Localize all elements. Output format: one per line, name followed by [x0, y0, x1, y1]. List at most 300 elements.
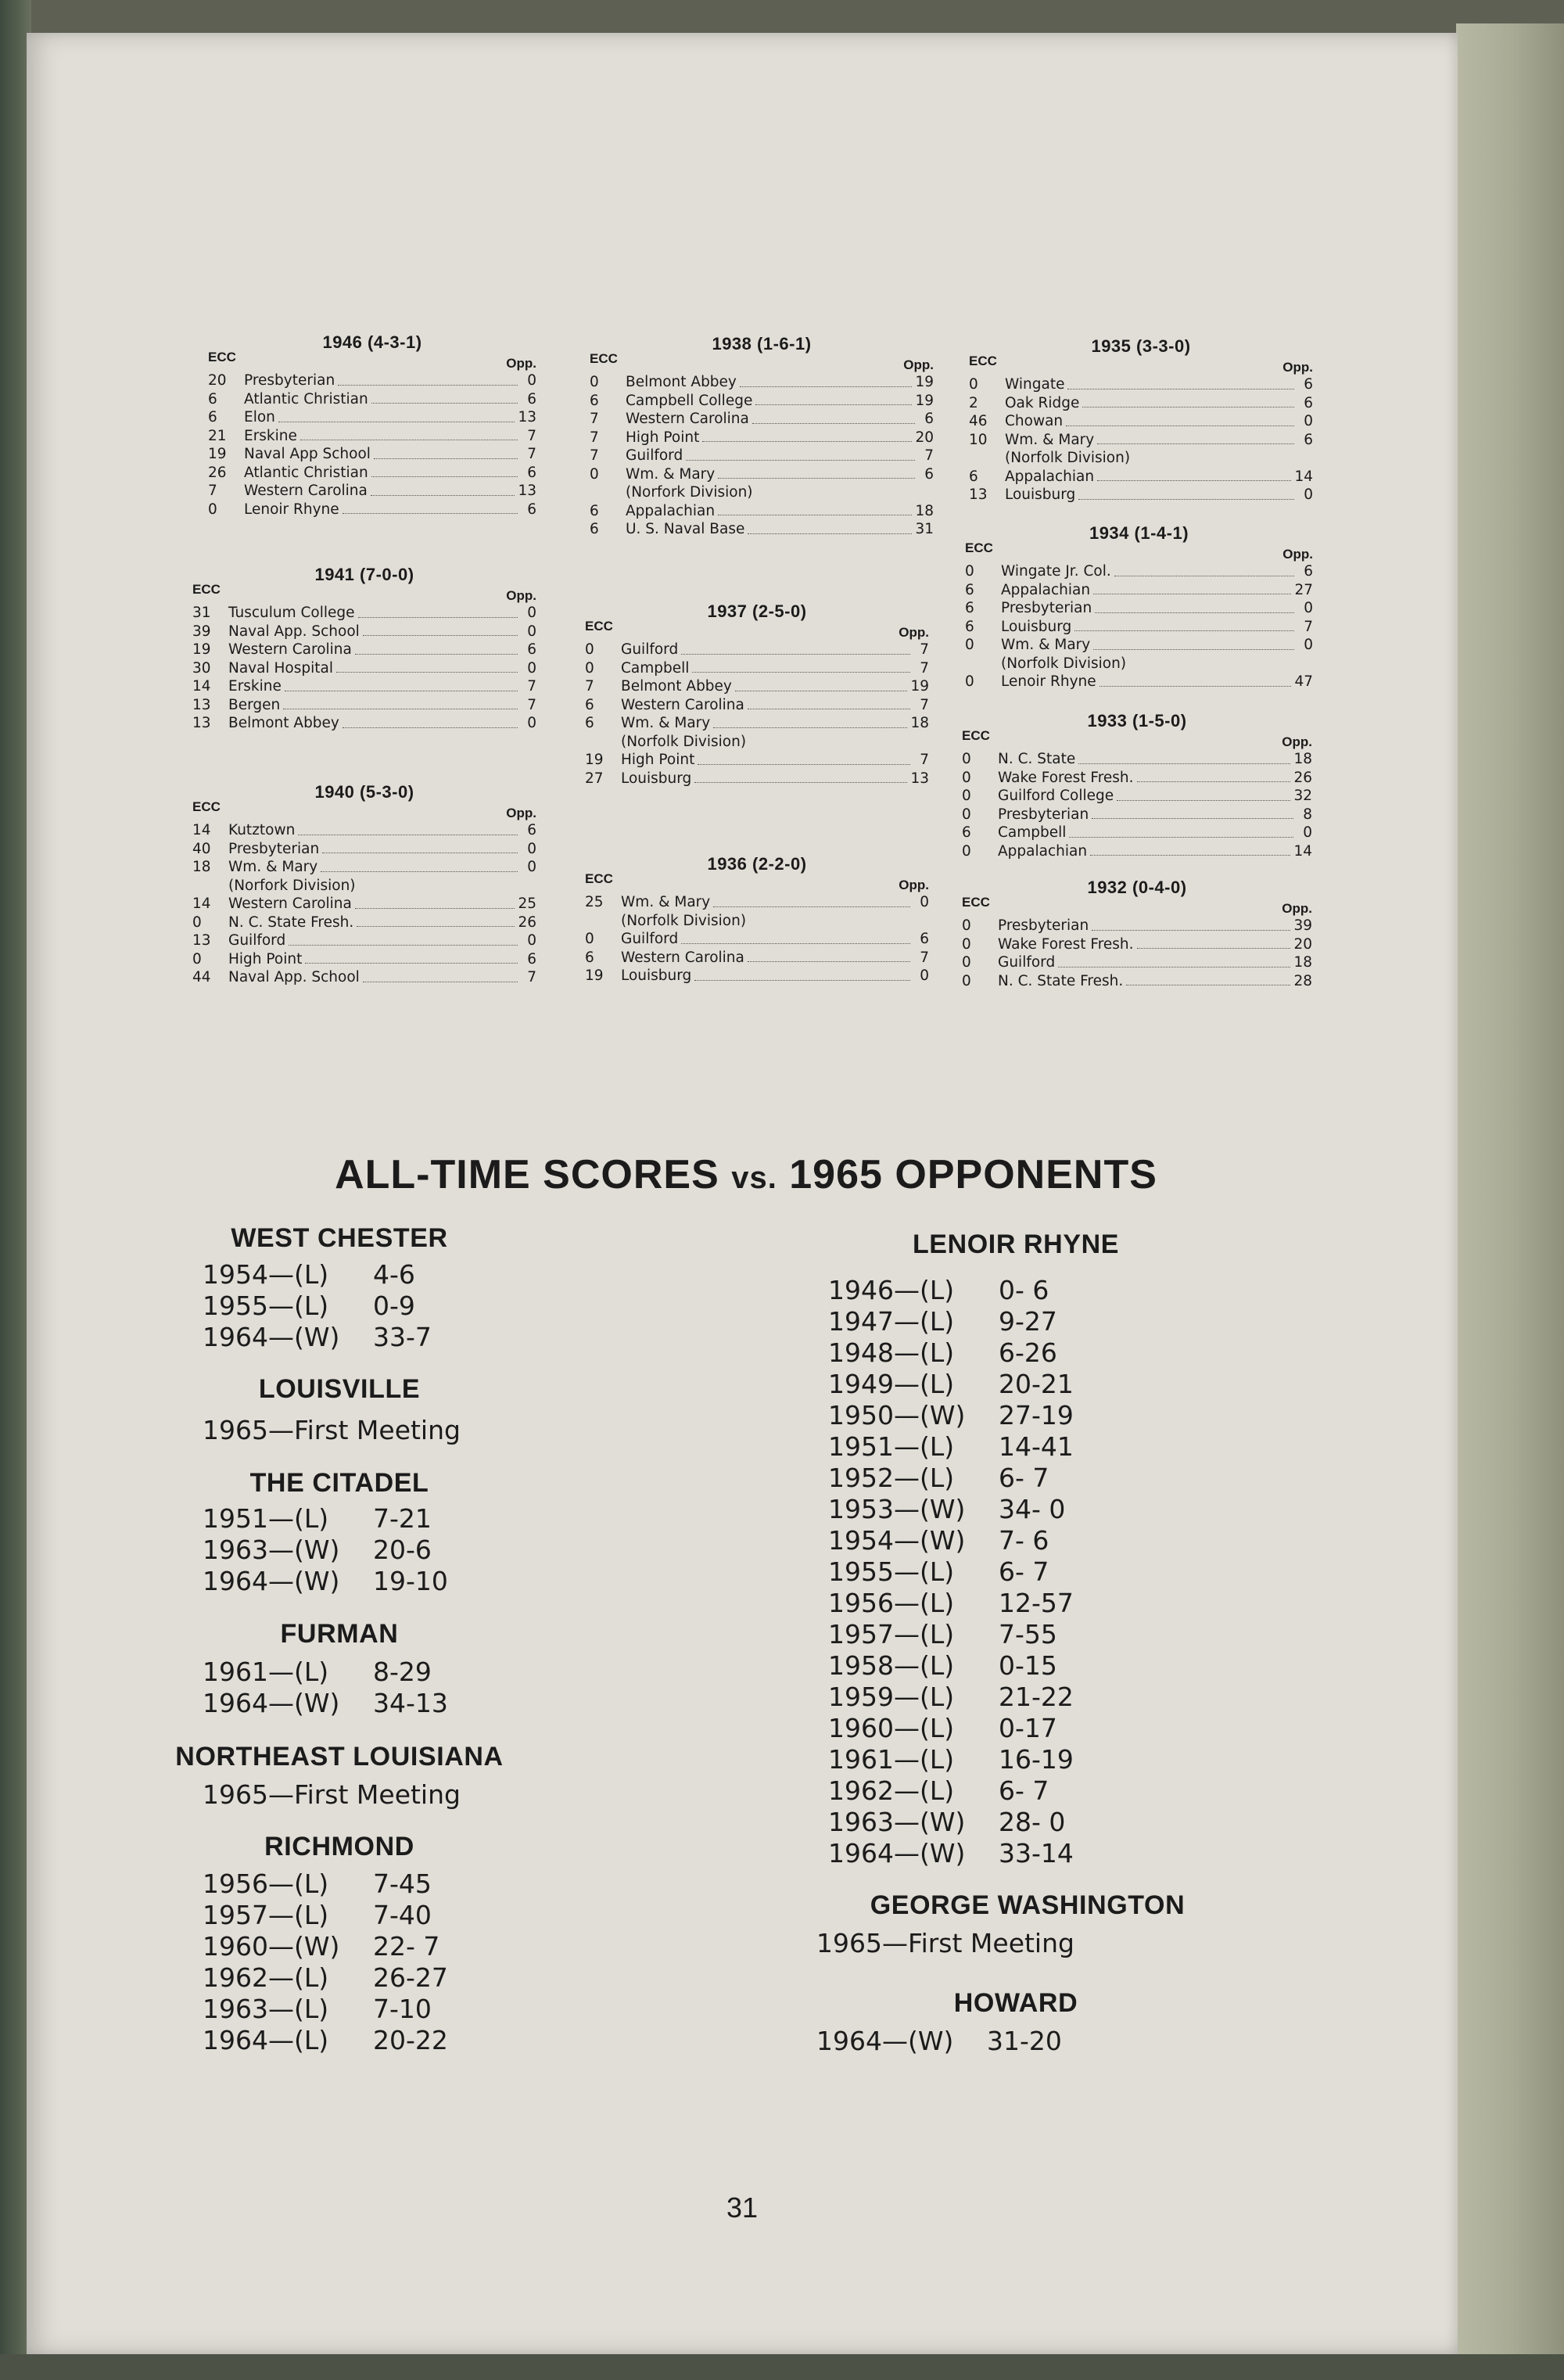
ecc-header: ECC — [962, 895, 990, 910]
opponent-name: N. C. State — [998, 751, 1076, 767]
opponent-score: 13 — [910, 770, 929, 787]
title-rest: 1965 OPPONENTS — [777, 1152, 1157, 1197]
game-row — [962, 806, 1312, 824]
opponent-name: Naval App. School — [228, 969, 360, 985]
game-row — [585, 714, 929, 733]
result-line — [828, 1838, 1074, 1869]
ecc-score: 0 — [192, 914, 202, 931]
ecc-score: 0 — [962, 917, 971, 934]
ecc-score: 25 — [585, 894, 604, 910]
result-year: 1963—(L) — [203, 1994, 329, 2024]
ecc-score: 0 — [965, 673, 974, 690]
result-score: 7-55 — [999, 1619, 1057, 1649]
opponent-name: Lenoir Rhyne — [244, 501, 339, 518]
opponent-score: 7 — [924, 447, 934, 464]
result-line — [828, 1337, 1057, 1369]
game-row — [969, 486, 1313, 504]
season-box — [192, 782, 536, 995]
ecc-score: 6 — [208, 390, 217, 407]
season-title: 1933 (1-5-0) — [1087, 711, 1187, 731]
game-row — [969, 412, 1313, 431]
result-score: 6-26 — [999, 1337, 1057, 1368]
opponent-name: Campbell — [621, 659, 690, 677]
ecc-score: 6 — [969, 468, 978, 485]
result-score: 20-6 — [373, 1535, 432, 1565]
opponent-score: 6 — [924, 411, 934, 427]
result-line — [203, 1535, 432, 1566]
dot-leader — [1078, 498, 1294, 500]
opponent-name: Western Carolina — [228, 641, 352, 658]
dot-leader — [755, 404, 912, 405]
opponent-name: Chowan — [1005, 413, 1064, 429]
opponent-name: Guilford — [998, 954, 1056, 971]
dot-leader — [692, 671, 910, 673]
dot-leader — [1066, 425, 1294, 426]
opponent-score: 7 — [527, 696, 536, 713]
season-games — [208, 372, 536, 519]
ecc-score: 39 — [192, 623, 211, 640]
game-row — [962, 787, 1312, 806]
dot-leader — [1097, 479, 1291, 481]
opponent-score: 26 — [1293, 769, 1312, 786]
dot-leader — [694, 979, 910, 981]
opponent-name: Wingate Jr. Col. — [1001, 563, 1111, 580]
opponent-score: 0 — [1304, 413, 1313, 429]
opponent-score: 20 — [915, 429, 934, 446]
opponent-score: 8 — [1303, 806, 1312, 823]
opponent-score: 6 — [1304, 431, 1313, 448]
ecc-score: 7 — [590, 429, 599, 446]
dot-leader — [1074, 630, 1294, 631]
game-row — [192, 950, 536, 969]
dot-leader — [338, 384, 518, 386]
result-score: 22- 7 — [373, 1931, 440, 1962]
opponent-name: Elon — [244, 409, 275, 425]
result-line — [203, 1994, 432, 2025]
result-year: 1949—(L) — [828, 1369, 955, 1399]
result-year: 1950—(W) — [828, 1400, 966, 1431]
result-line — [828, 1306, 1057, 1337]
opp-header: Opp. — [899, 878, 929, 892]
opponent-name: (Norfolk Division) — [621, 912, 747, 929]
opponent-score: 7 — [920, 641, 929, 658]
result-line — [203, 1900, 432, 1931]
ecc-score: 14 — [192, 822, 211, 838]
result-score: 7-21 — [373, 1503, 432, 1534]
game-row — [965, 655, 1313, 673]
result-year: 1961—(L) — [203, 1657, 329, 1687]
opponent-score: 19 — [910, 678, 929, 695]
result-line — [828, 1463, 1049, 1494]
title-main: ALL-TIME SCORES — [335, 1152, 732, 1197]
game-row — [585, 751, 929, 770]
result-score: 20-22 — [373, 2025, 448, 2055]
result-score: 26-27 — [373, 1962, 448, 1993]
dot-leader — [1058, 966, 1290, 967]
team-name: WEST CHESTER — [231, 1223, 448, 1253]
opponent-score: 0 — [527, 372, 536, 389]
season-title: 1932 (0-4-0) — [1087, 878, 1187, 897]
opp-header: Opp. — [1282, 734, 1312, 749]
ecc-score: 0 — [585, 641, 594, 658]
opponent-name: (Norfolk Division) — [1001, 655, 1127, 672]
dot-leader — [694, 781, 907, 783]
dot-leader — [357, 925, 515, 927]
opponent-score: 7 — [1304, 618, 1313, 635]
opponent-score: 18 — [910, 715, 929, 731]
ecc-score: 0 — [192, 950, 202, 967]
result-score: 19-10 — [373, 1566, 448, 1596]
opponent-name: Bergen — [228, 696, 281, 713]
team-name: LENOIR RHYNE — [912, 1229, 1120, 1259]
season-box — [969, 336, 1313, 512]
result-score: 4-6 — [373, 1259, 415, 1290]
game-row — [585, 893, 929, 912]
game-row — [590, 392, 934, 411]
result-year: 1965—First Meeting — [203, 1415, 461, 1445]
result-year: 1954—(L) — [203, 1259, 329, 1290]
dot-leader — [686, 459, 915, 461]
dot-leader — [718, 514, 912, 515]
result-year: 1964—(L) — [203, 2025, 329, 2055]
game-row — [192, 623, 536, 641]
result-line — [828, 1400, 1074, 1431]
opp-header: Opp. — [903, 357, 934, 372]
ecc-score: 7 — [585, 678, 594, 695]
opponent-score: 18 — [1293, 954, 1312, 971]
dot-leader — [343, 727, 518, 728]
ecc-header: ECC — [192, 799, 221, 814]
opponent-score: 6 — [1304, 376, 1313, 393]
game-row — [585, 930, 929, 949]
opponent-score: 0 — [527, 605, 536, 621]
result-score: 27-19 — [999, 1400, 1074, 1431]
dot-leader — [1126, 984, 1290, 985]
opponent-score: 28 — [1293, 972, 1312, 989]
opponent-score: 6 — [924, 465, 934, 483]
ecc-score: 14 — [192, 678, 211, 695]
season-box — [965, 523, 1313, 699]
result-line — [828, 1275, 1049, 1306]
opp-header: Opp. — [1282, 547, 1313, 562]
result-year: 1948—(L) — [828, 1337, 955, 1368]
opponent-name: Guilford College — [998, 788, 1114, 804]
opponent-score: 6 — [527, 822, 536, 838]
opponent-name: Naval App School — [244, 446, 371, 462]
game-row — [590, 502, 934, 521]
result-year: 1963—(W) — [828, 1807, 966, 1837]
result-score: 12-57 — [999, 1588, 1074, 1618]
game-row — [590, 447, 934, 465]
opponent-name: Guilford — [228, 932, 286, 949]
ecc-score: 0 — [962, 806, 971, 823]
ecc-score: 13 — [192, 696, 211, 713]
opponent-score: 20 — [1293, 935, 1312, 953]
opponent-score: 0 — [527, 659, 536, 677]
result-year: 1963—(W) — [203, 1535, 340, 1565]
ecc-score: 46 — [969, 413, 988, 429]
opponent-score: 6 — [527, 390, 536, 407]
opponent-score: 0 — [527, 623, 536, 640]
opponent-score: 39 — [1293, 917, 1312, 934]
result-line — [828, 1713, 1057, 1744]
opponent-name: Wm. & Mary — [621, 894, 711, 910]
game-row — [208, 501, 536, 519]
ecc-score: 0 — [969, 376, 978, 393]
game-row — [192, 895, 536, 914]
game-row — [962, 935, 1312, 954]
result-score: 6- 7 — [999, 1775, 1049, 1806]
opponent-name: Wake Forest Fresh. — [998, 935, 1134, 953]
game-row — [192, 696, 536, 715]
season-games — [962, 917, 1312, 990]
result-line — [203, 1779, 461, 1811]
ecc-score: 6 — [590, 521, 599, 537]
opp-header: Opp. — [1282, 360, 1313, 375]
result-score: 34-13 — [373, 1688, 448, 1718]
opponent-score: 18 — [1293, 751, 1312, 767]
result-year: 1964—(W) — [203, 1322, 340, 1352]
game-row — [208, 408, 536, 427]
season-title: 1946 (4-3-1) — [322, 332, 422, 352]
dot-leader — [740, 386, 913, 387]
opponent-name: Louisburg — [621, 967, 692, 984]
result-line — [828, 1775, 1049, 1807]
opponent-score: 6 — [527, 501, 536, 518]
game-row — [969, 375, 1313, 394]
ecc-score: 7 — [590, 447, 599, 464]
opponent-name: Appalachian — [1001, 581, 1091, 598]
dot-leader — [1099, 685, 1292, 687]
ecc-score: 40 — [192, 840, 211, 857]
ecc-score: 6 — [585, 715, 594, 731]
result-line — [203, 1868, 432, 1900]
dot-leader — [322, 852, 518, 853]
dot-leader — [1095, 612, 1294, 613]
opponent-name: Guilford — [621, 641, 679, 658]
result-score: 6- 7 — [999, 1556, 1049, 1587]
ecc-score: 0 — [965, 637, 974, 653]
ecc-score: 0 — [208, 501, 217, 518]
opponent-score: 25 — [518, 896, 536, 912]
opponent-name: (Norfolk Division) — [1005, 450, 1131, 466]
opponent-score: 26 — [518, 914, 536, 931]
ecc-score: 6 — [965, 581, 974, 598]
season-games — [192, 604, 536, 733]
ecc-score: 19 — [585, 967, 604, 984]
result-year: 1958—(L) — [828, 1650, 955, 1681]
game-row — [965, 562, 1313, 581]
opp-header: Opp. — [506, 356, 536, 371]
dot-leader — [1090, 854, 1290, 856]
ecc-score: 31 — [192, 605, 211, 621]
season-title: 1934 (1-4-1) — [1089, 523, 1189, 543]
season-games — [965, 562, 1313, 691]
result-score: 28- 0 — [999, 1807, 1066, 1837]
result-year: 1962—(L) — [203, 1962, 329, 1993]
dot-leader — [363, 981, 518, 982]
result-year: 1951—(L) — [203, 1503, 329, 1534]
game-row — [969, 394, 1313, 413]
result-year: 1965—First Meeting — [816, 1928, 1074, 1958]
game-row — [965, 599, 1313, 618]
opponent-score: 6 — [1304, 394, 1313, 411]
result-score: 7-40 — [373, 1900, 432, 1930]
opponent-score: 13 — [518, 483, 536, 499]
dot-leader — [358, 616, 518, 618]
ecc-score: 0 — [962, 842, 971, 860]
result-line — [828, 1588, 1074, 1619]
result-score: 20-21 — [999, 1369, 1074, 1399]
game-row — [962, 824, 1312, 842]
dot-leader — [748, 960, 910, 962]
dot-leader — [698, 763, 910, 765]
dot-leader — [735, 690, 908, 691]
ecc-header: ECC — [590, 351, 618, 366]
opponent-name: Louisburg — [1001, 618, 1072, 635]
ecc-header: ECC — [965, 540, 993, 555]
opponent-name: (Norfork Division) — [228, 877, 356, 894]
opponent-score: 7 — [527, 427, 536, 444]
opponent-name: Erskine — [244, 427, 297, 444]
result-score: 33-7 — [373, 1322, 432, 1352]
opponent-name: Appalachian — [1005, 468, 1095, 485]
game-row — [585, 770, 929, 788]
opponent-name: U. S. Naval Base — [626, 521, 745, 537]
opponent-score: 0 — [920, 894, 929, 910]
opponent-name: Presbyterian — [244, 372, 335, 389]
result-year: 1964—(W) — [203, 1566, 340, 1596]
ecc-score: 20 — [208, 372, 227, 389]
result-year: 1955—(L) — [203, 1291, 329, 1321]
season-box — [585, 601, 929, 795]
result-line — [203, 2025, 448, 2056]
result-line — [828, 1431, 1074, 1463]
opponent-name: Western Carolina — [621, 696, 744, 713]
result-line — [203, 1322, 432, 1353]
opponent-score: 19 — [915, 392, 934, 409]
dot-leader — [748, 533, 912, 534]
dot-leader — [681, 653, 910, 655]
ecc-header: ECC — [585, 619, 613, 634]
dot-leader — [278, 421, 515, 422]
result-score: 7-10 — [373, 1994, 432, 2024]
season-title: 1936 (2-2-0) — [707, 854, 807, 874]
opponent-name: Wake Forest Fresh. — [998, 769, 1134, 786]
ecc-score: 44 — [192, 969, 211, 985]
opponent-score: 18 — [915, 502, 934, 519]
opponent-name: Western Carolina — [626, 411, 749, 427]
result-year: 1957—(L) — [203, 1900, 329, 1930]
dot-leader — [1069, 836, 1293, 838]
season-games — [585, 641, 929, 788]
game-row — [590, 520, 934, 539]
game-row — [965, 636, 1313, 655]
result-year: 1960—(W) — [203, 1931, 340, 1962]
opponent-score: 0 — [1304, 486, 1313, 503]
result-year: 1955—(L) — [828, 1556, 955, 1587]
ecc-score: 0 — [962, 954, 971, 971]
ecc-score: 6 — [590, 502, 599, 519]
opponent-name: Wm. & Mary — [621, 715, 711, 731]
result-line — [828, 1619, 1057, 1650]
ecc-score: 0 — [590, 374, 599, 390]
team-name: FURMAN — [280, 1619, 399, 1649]
ecc-score: 7 — [590, 411, 599, 427]
dot-leader — [298, 834, 518, 835]
dot-leader — [300, 439, 518, 440]
game-row — [208, 445, 536, 464]
game-row — [192, 641, 536, 659]
game-row — [192, 968, 536, 987]
opponent-score: 31 — [915, 521, 934, 537]
result-score: 16-19 — [999, 1744, 1074, 1775]
page-number: 31 — [726, 2192, 759, 2224]
book-page — [27, 33, 1458, 2354]
opponent-score: 6 — [1304, 563, 1313, 580]
game-row — [585, 912, 929, 931]
opponent-name: Presbyterian — [1001, 600, 1092, 616]
opponent-name: Presbyterian — [998, 806, 1089, 823]
result-line — [828, 1369, 1074, 1400]
season-box — [585, 854, 929, 993]
opponent-score: 7 — [920, 659, 929, 677]
opponent-score: 19 — [915, 374, 934, 390]
opponent-name: High Point — [228, 950, 303, 967]
result-score: 8-29 — [373, 1657, 432, 1687]
season-box — [192, 565, 536, 741]
game-row — [965, 581, 1313, 600]
game-row — [208, 427, 536, 446]
opponent-name: (Norfolk Division) — [621, 733, 747, 750]
dot-leader — [702, 440, 912, 442]
opponent-score: 6 — [920, 931, 929, 947]
game-row — [965, 618, 1313, 637]
opponent-score: 14 — [1294, 468, 1313, 485]
dot-leader — [681, 942, 910, 944]
opponent-name: Kutztown — [228, 822, 296, 838]
result-year: 1962—(L) — [828, 1775, 955, 1806]
result-year: 1947—(L) — [828, 1306, 955, 1337]
result-year: 1965—First Meeting — [203, 1779, 461, 1810]
opponent-name: Presbyterian — [228, 840, 320, 857]
result-score: 33-14 — [999, 1838, 1074, 1868]
opponent-name: Appalachian — [998, 842, 1088, 860]
opponent-score: 0 — [920, 967, 929, 984]
game-row — [192, 677, 536, 696]
season-games — [962, 750, 1312, 860]
opponent-score: 0 — [527, 715, 536, 731]
dot-leader — [289, 944, 518, 946]
opponent-name: Wm. & Mary — [228, 859, 318, 875]
ecc-header: ECC — [208, 350, 236, 364]
opponent-name: Oak Ridge — [1005, 394, 1080, 411]
game-row — [585, 641, 929, 659]
result-line — [828, 1682, 1074, 1713]
opponent-score: 27 — [1294, 581, 1313, 598]
result-year: 1957—(L) — [828, 1619, 955, 1649]
ecc-score: 6 — [962, 824, 971, 841]
game-row — [962, 769, 1312, 788]
dot-leader — [336, 671, 518, 673]
ecc-score: 14 — [192, 896, 211, 912]
season-games — [585, 893, 929, 985]
season-box — [590, 334, 934, 547]
ecc-score: 6 — [590, 392, 599, 409]
dot-leader — [321, 871, 518, 872]
opponent-name: Wingate — [1005, 376, 1065, 393]
dot-leader — [1067, 388, 1294, 389]
